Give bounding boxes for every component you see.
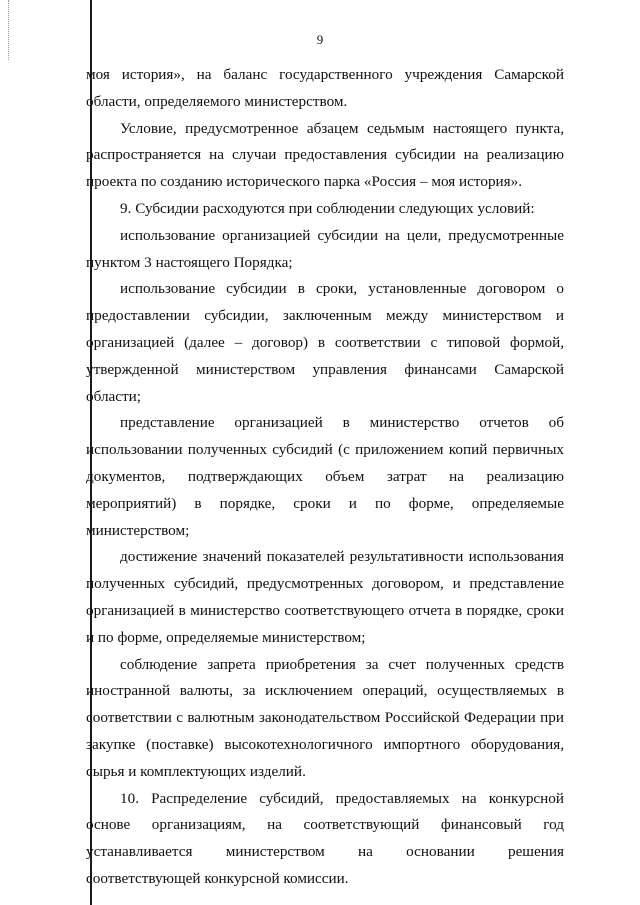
paragraph-condition-reports: представление организацией в министерство отчетов об использовании полученных субсидий (с приложением копий первичных документов, подтверждающих объем затрат на реализацию мероприятий) в порядке, сроки и по форме, определяемые министерством; xyxy=(86,414,564,539)
paragraph-condition-indicators: достижение значений показателей результативности использования полученных субсидий, предусмотренных договором, и представление организацией в министерство соответствующего отчета в порядке, сроки и по форме, определяемые министерством; xyxy=(86,548,564,646)
paragraph-continuation: моя история», на баланс государственного учреждения Самарской области, определяемого министерством. xyxy=(86,66,564,110)
paragraph-item-9: 9. Субсидии расходуются при соблюдении следующих условий: xyxy=(120,199,535,217)
page-number: 9 xyxy=(316,32,324,47)
paragraph-condition-purpose: использование организацией субсидии на цели, предусмотренные пунктом 3 настоящего Порядка; xyxy=(86,226,564,271)
paragraph-condition: Условие, предусмотренное абзацем седьмым настоящего пункта, распространяется на случаи предоставления субсидии на реализацию проекта по созданию исторического парка «Россия – моя история». xyxy=(86,119,564,191)
paragraph-condition-currency: соблюдение запрета приобретения за счет полученных средств иностранной валюты, за исключением операций, осуществляемых в соответствии с валютным законодательством Российской Федерации при закупке (поставке) высокотехнологичного импортного оборудования, сырья и комплектующих изделий. xyxy=(86,655,564,780)
paragraph-item-10: 10. Распределение субсидий, предоставляемых на конкурсной основе организациям, на соответствующий финансовый год устанавливается министерством на основании решения соответствующей конкурсной комиссии. xyxy=(86,789,564,887)
scan-artifact-dots xyxy=(8,0,10,60)
document-body xyxy=(86,62,564,893)
paragraph-condition-terms: использование субсидии в сроки, установленные договором о предоставлении субсидии, заключенным между министерством и организацией (далее – договор) в соответствии с типовой формой, утвержденной министерством управления финансами Самарской области; xyxy=(86,280,564,405)
